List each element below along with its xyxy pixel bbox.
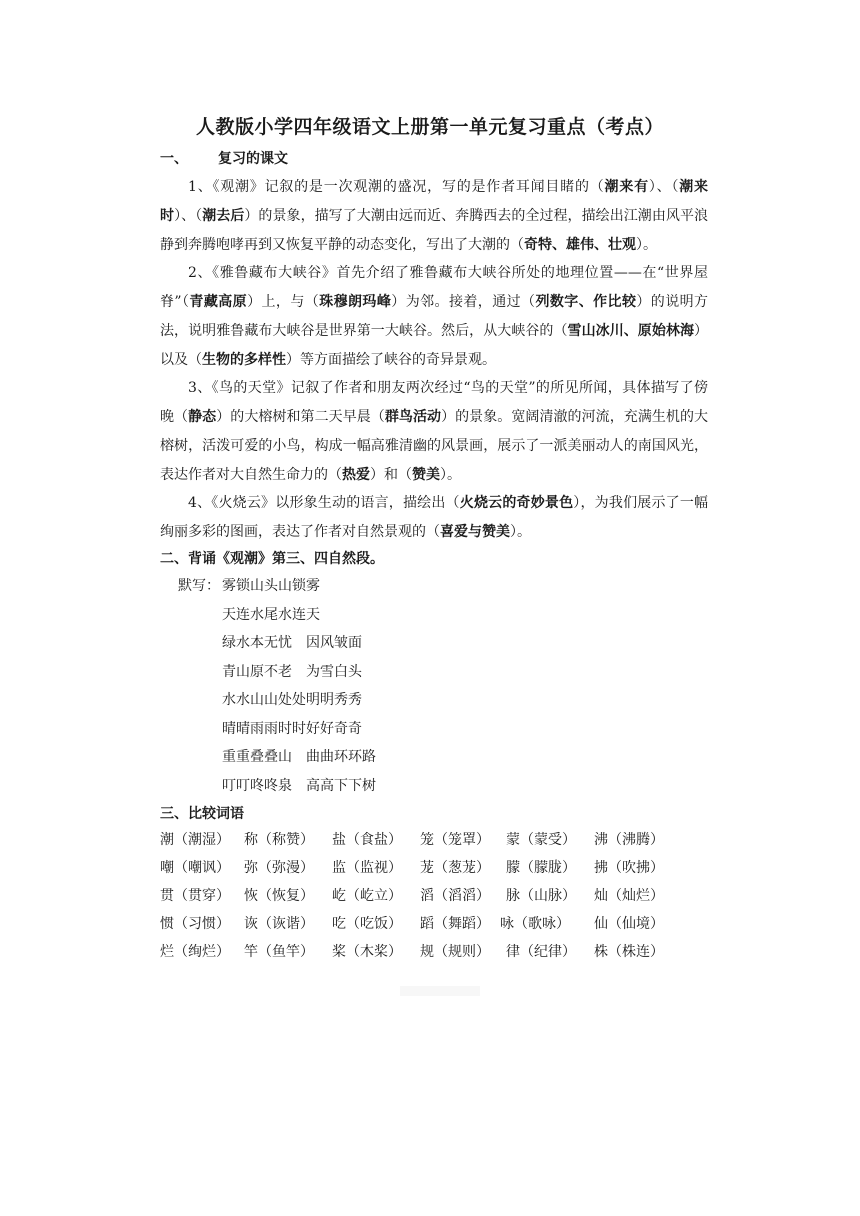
key-point: 热爱 [342, 467, 370, 483]
section-1-heading [160, 148, 288, 168]
word-pair: 盐（食盐） [332, 832, 402, 848]
word-pair: 蹈（舞蹈） [420, 916, 490, 932]
paragraph-text: 2、《雅鲁藏布大峡谷》首先介绍了雅鲁藏布大峡谷所处的地理位置——在“世界屋脊”（ [160, 265, 708, 310]
word-pair: 监（监视） [332, 860, 402, 876]
word-pair: 吃（吃饭） [332, 916, 402, 932]
word-pair: 朦（朦胧） [506, 860, 576, 876]
paragraph-text: ），为我们展示了一幅绚丽多彩的图画，表达了作者对自然景观的（ [160, 495, 709, 540]
paragraph-yarlung-canyon [160, 259, 708, 375]
key-point: 列数字、作比较 [535, 294, 637, 310]
paragraph-bird-paradise [160, 374, 708, 490]
key-point: 群鸟活动 [384, 409, 442, 425]
word-pair: 灿（灿烂） [594, 888, 664, 904]
poem-line: 天连水尾水连天 [222, 607, 320, 623]
word-pair: 规（规则） [420, 944, 490, 960]
word-pair: 株（株连） [594, 944, 664, 960]
word-pair: 贯（贯穿） [160, 888, 230, 904]
word-pair: 律（纪律） [506, 944, 576, 960]
paragraph-text: ）、（ [648, 179, 680, 195]
key-point: 珠穆朗玛峰 [319, 294, 392, 310]
paragraph-text: 1、《观潮》记叙的是一次观潮的盛况，写的是作者耳闻目睹的（ [188, 179, 605, 195]
key-point: 潮来时 [160, 179, 709, 224]
paragraph-text: ）和（ [370, 467, 412, 483]
paragraph-text: 3、《鸟的天堂》记叙了作者和朋友两次经过“鸟的天堂”的所见所闻，具体描写了傍晚（ [160, 380, 708, 425]
paragraph-text: ）的景象，描写了大潮由远而近、奔腾西去的全过程，描绘出江潮由风平浪静到奔腾咆哮再到又恢复平静的动态变化，写出了大潮的（ [160, 208, 709, 253]
paragraph-text: ）为邻。接着，通过（ [391, 294, 536, 310]
key-point: 静态 [188, 409, 217, 425]
word-pair: 桨（木桨） [332, 944, 402, 960]
paragraph-text: ）、（ [174, 208, 203, 224]
paragraph-text: ）上，与（ [247, 294, 320, 310]
key-point: 潮去后 [202, 208, 245, 224]
paragraph-guanchao [160, 173, 708, 260]
poem-line: 重重叠叠山 曲曲环环路 [222, 749, 376, 765]
key-point: 雪山冰川、原始林海 [567, 323, 695, 339]
word-pair: 拂（吹拂） [594, 860, 664, 876]
key-point: 生物的多样性 [202, 352, 286, 368]
word-pair: 茏（葱茏） [420, 860, 490, 876]
paragraph-text: ）。 [510, 524, 531, 540]
paragraph-text: ）等方面描绘了峡谷的奇异景观。 [286, 352, 496, 368]
word-pair: 蒙（蒙受） [506, 832, 576, 848]
key-point: 火烧云的奇妙景色 [459, 495, 574, 511]
word-pair: 屹（屹立） [332, 888, 402, 904]
word-pair: 沸（沸腾） [594, 832, 664, 848]
word-pair: 脉（山脉） [506, 888, 576, 904]
word-pair: 仙（仙境） [594, 916, 664, 932]
key-point: 青藏高原 [189, 294, 248, 310]
scan-smudge [400, 986, 480, 996]
paragraph-text: 4、《火烧云》以形象生动的语言，描绘出（ [188, 495, 460, 511]
paragraph-text: ）的景象。宽阔清澈的河流，充满生机的大榕树，活泼可爱的小鸟，构成一幅高雅清幽的风景画，展示了一派美丽动人的南国风光，表达作者对大自然生命力的（ [160, 409, 709, 483]
key-point: 奇特、雄伟、壮观 [524, 237, 636, 253]
word-pair: 嘲（嘲讽） [160, 860, 230, 876]
paragraph-text: ）以及（ [160, 323, 709, 368]
word-pair: 烂（绚烂） [160, 944, 230, 960]
key-point: 喜爱与赞美 [440, 524, 510, 540]
word-pair: 惯（习惯） [160, 916, 230, 932]
dictation-label: 默写： [178, 578, 220, 594]
word-pair: 潮（潮湿） [160, 832, 230, 848]
word-pair: 称（称赞） [244, 832, 314, 848]
word-pair: 诙（诙谐） [244, 916, 314, 932]
paragraph-text: ）。 [440, 467, 461, 483]
paragraph-huoshaoyun [160, 489, 708, 547]
word-pair: 滔（滔滔） [420, 888, 490, 904]
poem-line: 青山原不老 为雪白头 [222, 664, 362, 680]
section-3-heading: 三、比较词语 [160, 806, 244, 822]
section-2-heading: 二、背诵《观潮》第三、四自然段。 [160, 551, 384, 567]
word-pair: 弥（弥漫） [244, 860, 314, 876]
poem-line: 叮叮咚咚泉 高高下下树 [222, 778, 376, 794]
section-1-number: 一、 [160, 151, 188, 167]
paragraph-text: ）的大榕树和第二天早晨（ [216, 409, 385, 425]
word-pair: 竿（鱼竿） [244, 944, 314, 960]
poem-line: 水水山山处处明明秀秀 [222, 692, 362, 708]
section-1-title: 复习的课文 [218, 151, 288, 167]
word-pair: 笼（笼罩） [420, 832, 490, 848]
poem-line: 晴晴雨雨时时好好奇奇 [222, 721, 362, 737]
poem-line: 绿水本无忧 因风皱面 [222, 635, 362, 651]
key-point: 赞美 [412, 467, 440, 483]
word-pair: 咏（歌咏） [500, 916, 570, 932]
document-title: 人教版小学四年级语文上册第一单元复习重点（考点） [195, 116, 664, 138]
paragraph-text: ）的说明方法，说明雅鲁藏布大峡谷是世界第一大峡谷。然后，从大峡谷的（ [160, 294, 709, 339]
key-point: 潮来有 [604, 179, 649, 195]
poem-line: 雾锁山头山锁雾 [222, 578, 320, 594]
paragraph-text: ）。 [636, 237, 657, 253]
word-pair: 恢（恢复） [244, 888, 314, 904]
